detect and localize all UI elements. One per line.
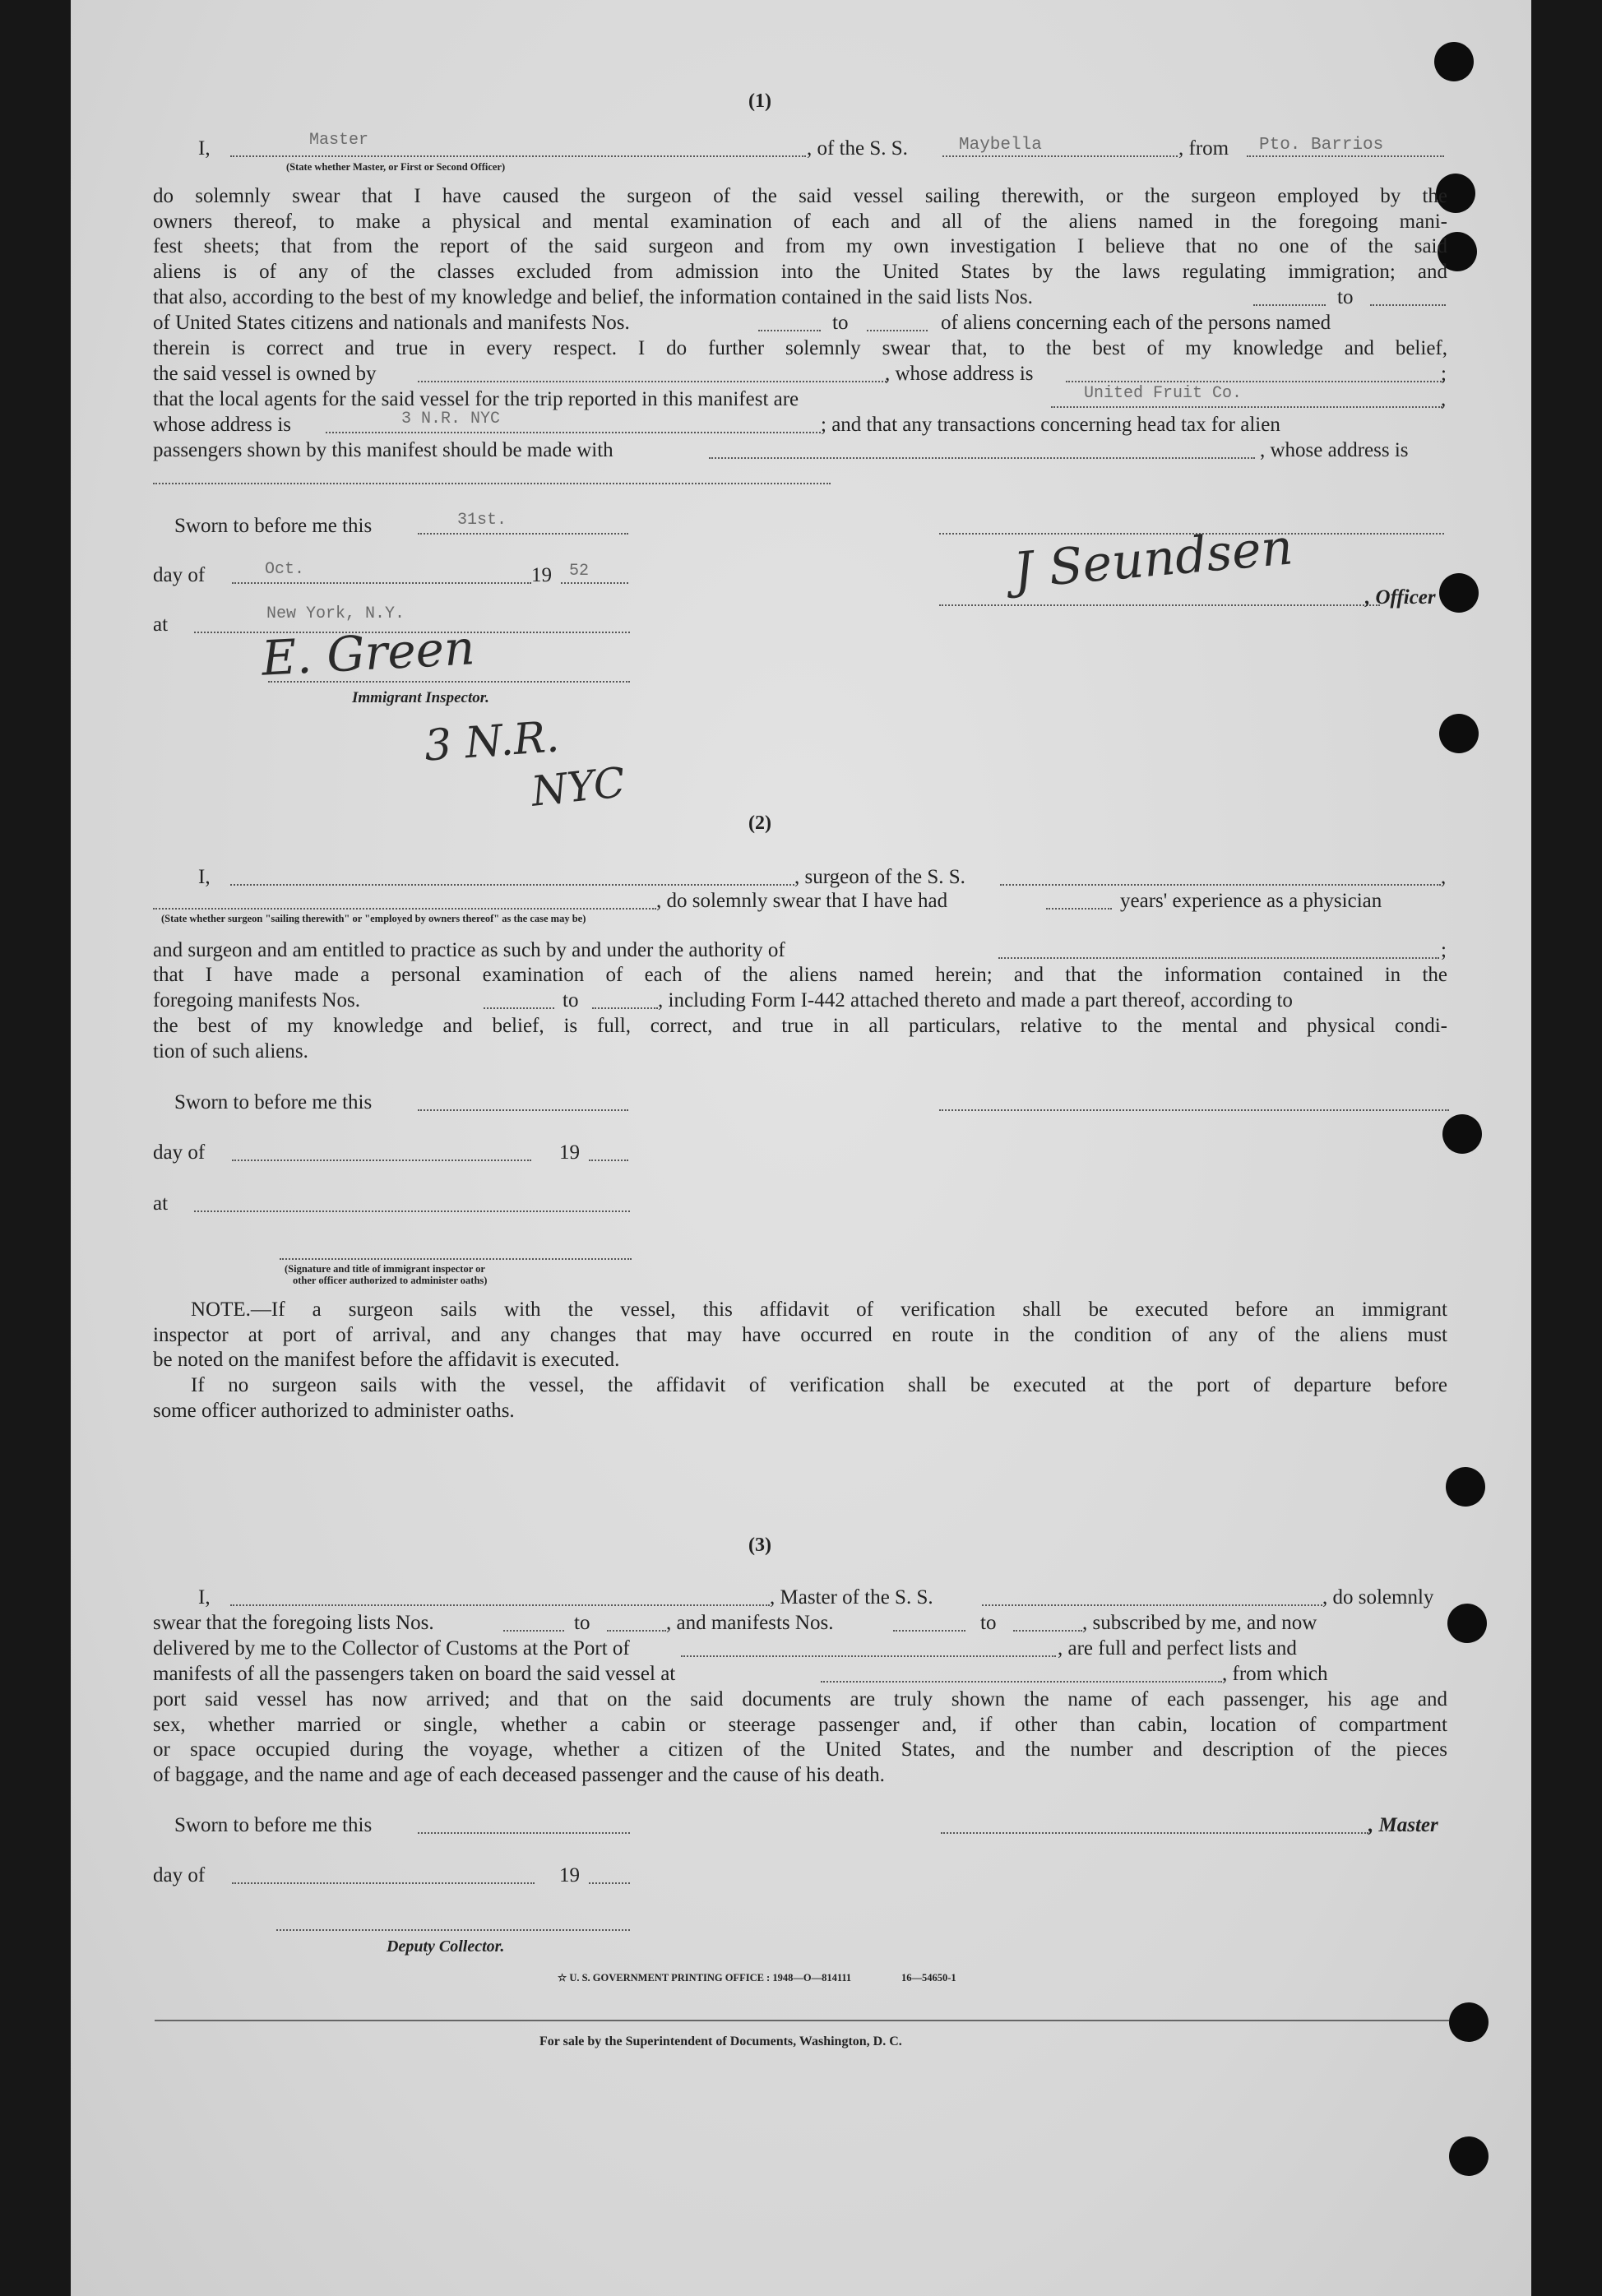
label-i: I, [198, 137, 211, 160]
text-line: that also, according to the best of my knowledge and belief, the information contained in the said lists Nos. [153, 286, 1033, 308]
label-i: I, [198, 866, 211, 888]
printing-office-imprint: ☆ U. S. GOVERNMENT PRINTING OFFICE : 1948—O—814111 [558, 1972, 852, 1984]
month-line [232, 1882, 535, 1884]
text-line: of United States citizens and nationals and manifests Nos. [153, 312, 630, 334]
to-label: to [832, 312, 849, 334]
sworn-day-line [418, 533, 628, 535]
text-line: of baggage, and the name and age of each deceased passenger and the cause of his death. [153, 1763, 885, 1786]
customs-port-line [681, 1655, 1056, 1657]
inspector-label: Immigrant Inspector. [352, 689, 489, 706]
text-line: inspector at port of arrival, and any changes that may have occurred en route in the condition of any of the aliens must [153, 1323, 1447, 1346]
master-name-line [230, 1604, 770, 1606]
form-text: , including Form I-442 attached thereto and made a part thereof, according to [658, 989, 1293, 1011]
collector-affidavit-body [153, 1687, 1447, 1788]
to-label: to [980, 1612, 997, 1634]
master-signature-line [941, 1832, 1368, 1834]
officer-label: , Officer [1365, 586, 1436, 609]
surgeon-affidavit-body [153, 1014, 1447, 1064]
master-affidavit-body [153, 184, 1447, 285]
label-i: I, [198, 1586, 211, 1609]
list-to-line [1370, 304, 1446, 306]
authority-text: and surgeon and am entitled to practice as such by and under the authority of [153, 939, 785, 961]
master-affidavit-body [153, 336, 1447, 362]
text-line: port said vessel has now arrived; and that on the said documents are truly shown the name of each passenger, his age and [153, 1688, 1447, 1710]
deputy-signature-line [276, 1929, 630, 1931]
master-of-label: , Master of the S. S. [770, 1586, 933, 1609]
text-line: that I have made a personal examination of each of the aliens named herein; and that the information contained in the [153, 964, 1447, 986]
day-of-label: day of [153, 1141, 206, 1164]
manifests-text: , and manifests Nos. [666, 1612, 834, 1634]
day-of-label: day of [153, 564, 206, 586]
punch-hole [1446, 1467, 1485, 1507]
authority-line [998, 957, 1439, 959]
place-value: New York, N.Y. [266, 604, 405, 623]
inspector-signature-line [280, 1258, 632, 1260]
text-line: of aliens concerning each of the persons named [941, 312, 1331, 334]
rank-value: Master [309, 131, 369, 150]
text-line: be noted on the manifest before the affidavit is executed. [153, 1349, 620, 1372]
to-label: to [1337, 286, 1354, 308]
footer-rule [155, 2020, 1449, 2021]
text-line: do solemnly swear that I have caused the surgeon of the said vessel sailing therewith, or the surgeon employed by the [153, 185, 1447, 207]
vessel-name: Maybella [959, 136, 1042, 155]
month-line [232, 1160, 531, 1161]
document-page [71, 0, 1531, 2296]
s3-manifests-from-line [893, 1630, 965, 1632]
foregoing-text: foregoing manifests Nos. [153, 989, 361, 1011]
punctuation: — [250, 1298, 271, 1321]
text-line: tion of such aliens. [153, 1039, 308, 1062]
local-agents-value: United Fruit Co. [1084, 384, 1243, 403]
passengers-text: passengers shown by this manifest should be made with [153, 439, 613, 461]
year-line [589, 1882, 630, 1884]
s3-vessel-line [982, 1604, 1322, 1606]
year-line [589, 1160, 628, 1161]
boarding-port-line [821, 1681, 1222, 1683]
text-line: fest sheets; that from the report of the said surgeon and from my own investigation I believe that no one of the said [153, 235, 1447, 258]
agents-address-label: whose address is [153, 414, 292, 436]
head-tax-party-line [709, 457, 1255, 459]
year-value: 52 [569, 562, 590, 581]
text-line: If no surgeon sails with the vessel, the affidavit of verification shall be executed at the port of departure before [191, 1374, 1447, 1396]
agents-address-line [326, 432, 821, 433]
officer-signature: J Seundsen [1011, 518, 1295, 600]
from-which-text: , from which [1222, 1663, 1328, 1685]
punch-hole [1439, 714, 1479, 753]
officer-signature-line [939, 604, 1380, 606]
whose-address-label: , whose address is [885, 363, 1034, 385]
surgeon-status-line [153, 908, 656, 910]
text-line: therein is correct and true in every respect. I do further solemnly swear that, to the best of my knowledge and belief, [153, 337, 1447, 359]
lists-from-line [503, 1630, 564, 1632]
year-prefix: 19 [559, 1141, 580, 1164]
note-paragraph [153, 1373, 1447, 1423]
punch-hole [1434, 42, 1474, 81]
manifests-to-line [592, 1007, 658, 1009]
swear-had-text: , do solemnly swear that I have had [656, 890, 948, 912]
surgeon-affidavit-body [153, 963, 1447, 988]
to-label: to [574, 1612, 590, 1634]
text-line: aliens is of any of the classes excluded from admission into the United States by the laws regulating immigration; and [153, 260, 1447, 283]
delivered-text: delivered by me to the Collector of Customs at the Port of [153, 1637, 630, 1660]
of-ss-label: , of the S. S. [807, 137, 908, 160]
at-label: at [153, 1192, 169, 1215]
list-from-line [1253, 304, 1326, 306]
text-line: or space occupied during the voyage, whether a citizen of the United States, and the number and description of the pieces [153, 1738, 1447, 1761]
note-paragraph [153, 1298, 1447, 1373]
for-sale-note: For sale by the Superintendent of Documents, Washington, D. C. [539, 2034, 902, 2048]
handwritten-note: NYC [529, 758, 627, 816]
punctuation: , [1441, 866, 1447, 888]
sworn-label: Sworn to before me this [174, 515, 373, 537]
swear-lists-text: swear that the foregoing lists Nos. [153, 1612, 434, 1634]
punch-hole [1442, 1114, 1482, 1154]
at-label: at [153, 613, 169, 636]
do-solemnly-text: , do solemnly [1322, 1586, 1434, 1609]
master-label: , Master [1368, 1814, 1438, 1836]
inspector-signature-line [268, 681, 630, 683]
s3-manifests-to-line [1013, 1630, 1082, 1632]
text-line [153, 1298, 1447, 1323]
rank-caption: (State whether Master, or First or Second Officer) [286, 161, 506, 173]
surgeon-vessel-line [1000, 884, 1441, 886]
from-label: , from [1178, 137, 1229, 160]
full-lists-text: , are full and perfect lists and [1058, 1637, 1297, 1660]
year-prefix: 19 [559, 1864, 580, 1886]
text-line: some officer authorized to administer oaths. [153, 1399, 515, 1422]
years-text: years' experience as a physician [1120, 890, 1382, 912]
rank-line [230, 155, 806, 157]
head-tax-text: ; and that any transactions concerning head tax for alien [821, 414, 1280, 436]
place-line [194, 1210, 630, 1212]
whose-address-label: , whose address is [1260, 439, 1409, 461]
text-line: sex, whether married or single, whether a cabin or steerage passenger and, if other than cabin, location of compartment [153, 1713, 1447, 1736]
note-text: If a surgeon sails with the vessel, this affidavit of verification shall be executed before an immigrant [271, 1298, 1447, 1321]
sworn-day-value: 31st. [457, 511, 507, 530]
manifests-from-line [484, 1007, 554, 1009]
day-of-label: day of [153, 1864, 206, 1886]
text-line: owners thereof, to make a physical and mental examination of each and all of the aliens named in the foregoing mani- [153, 210, 1447, 233]
inspector-signature: E. Green [260, 619, 476, 687]
to-label: to [563, 989, 579, 1011]
punctuation: , [1441, 388, 1447, 410]
section-number: (2) [748, 812, 771, 834]
manifest-to-line [867, 330, 928, 331]
signature-caption: other officer authorized to administer oaths) [293, 1275, 488, 1286]
departure-port: Pto. Barrios [1259, 136, 1384, 155]
surgeon-name-line [230, 884, 794, 886]
form-number: 16—54650-1 [901, 1972, 956, 1984]
punch-hole [1447, 1604, 1487, 1643]
note-label: NOTE. [191, 1298, 251, 1321]
master-affidavit-intro [198, 137, 211, 162]
punctuation: ; [1441, 363, 1447, 385]
sworn-label: Sworn to before me this [174, 1091, 373, 1113]
owned-by-label: the said vessel is owned by [153, 363, 377, 385]
punch-hole [1449, 2002, 1489, 2042]
lists-to-line [607, 1630, 666, 1632]
sworn-label: Sworn to before me this [174, 1814, 373, 1836]
surgeon-signature-line [939, 1109, 1449, 1111]
punctuation: ; [1441, 939, 1447, 961]
sworn-day-line [418, 1109, 628, 1111]
surgeon-of-label: , surgeon of the S. S. [794, 866, 965, 888]
sworn-day-line [418, 1832, 630, 1834]
punch-hole [1449, 2136, 1489, 2176]
owner-line [418, 381, 887, 382]
year-prefix: 19 [531, 564, 552, 586]
manifests-all-text: manifests of all the passengers taken on board the said vessel at [153, 1663, 676, 1685]
section-number: (1) [748, 90, 771, 112]
years-line [1046, 908, 1112, 910]
section-number: (3) [748, 1535, 771, 1556]
subscribed-text: , subscribed by me, and now [1082, 1612, 1317, 1634]
head-tax-address-line [153, 483, 831, 484]
text-line: the best of my knowledge and belief, is full, correct, and true in all particulars, relative to the mental and physical condi- [153, 1015, 1447, 1037]
local-agents-label: that the local agents for the said vessel for the trip reported in this manifest are [153, 388, 799, 410]
month-value: Oct. [265, 560, 305, 579]
signature-caption: (Signature and title of immigrant inspector or [285, 1263, 485, 1275]
agents-address-value: 3 N.R. NYC [401, 410, 501, 428]
handwritten-note: 3 N.R. [423, 712, 561, 771]
manifest-from-line [758, 330, 821, 331]
deputy-collector-label: Deputy Collector. [387, 1937, 505, 1956]
surgeon-caption: (State whether surgeon "sailing therewith" or "employed by owners thereof" as the case may be) [161, 913, 586, 924]
punch-hole [1439, 573, 1479, 613]
